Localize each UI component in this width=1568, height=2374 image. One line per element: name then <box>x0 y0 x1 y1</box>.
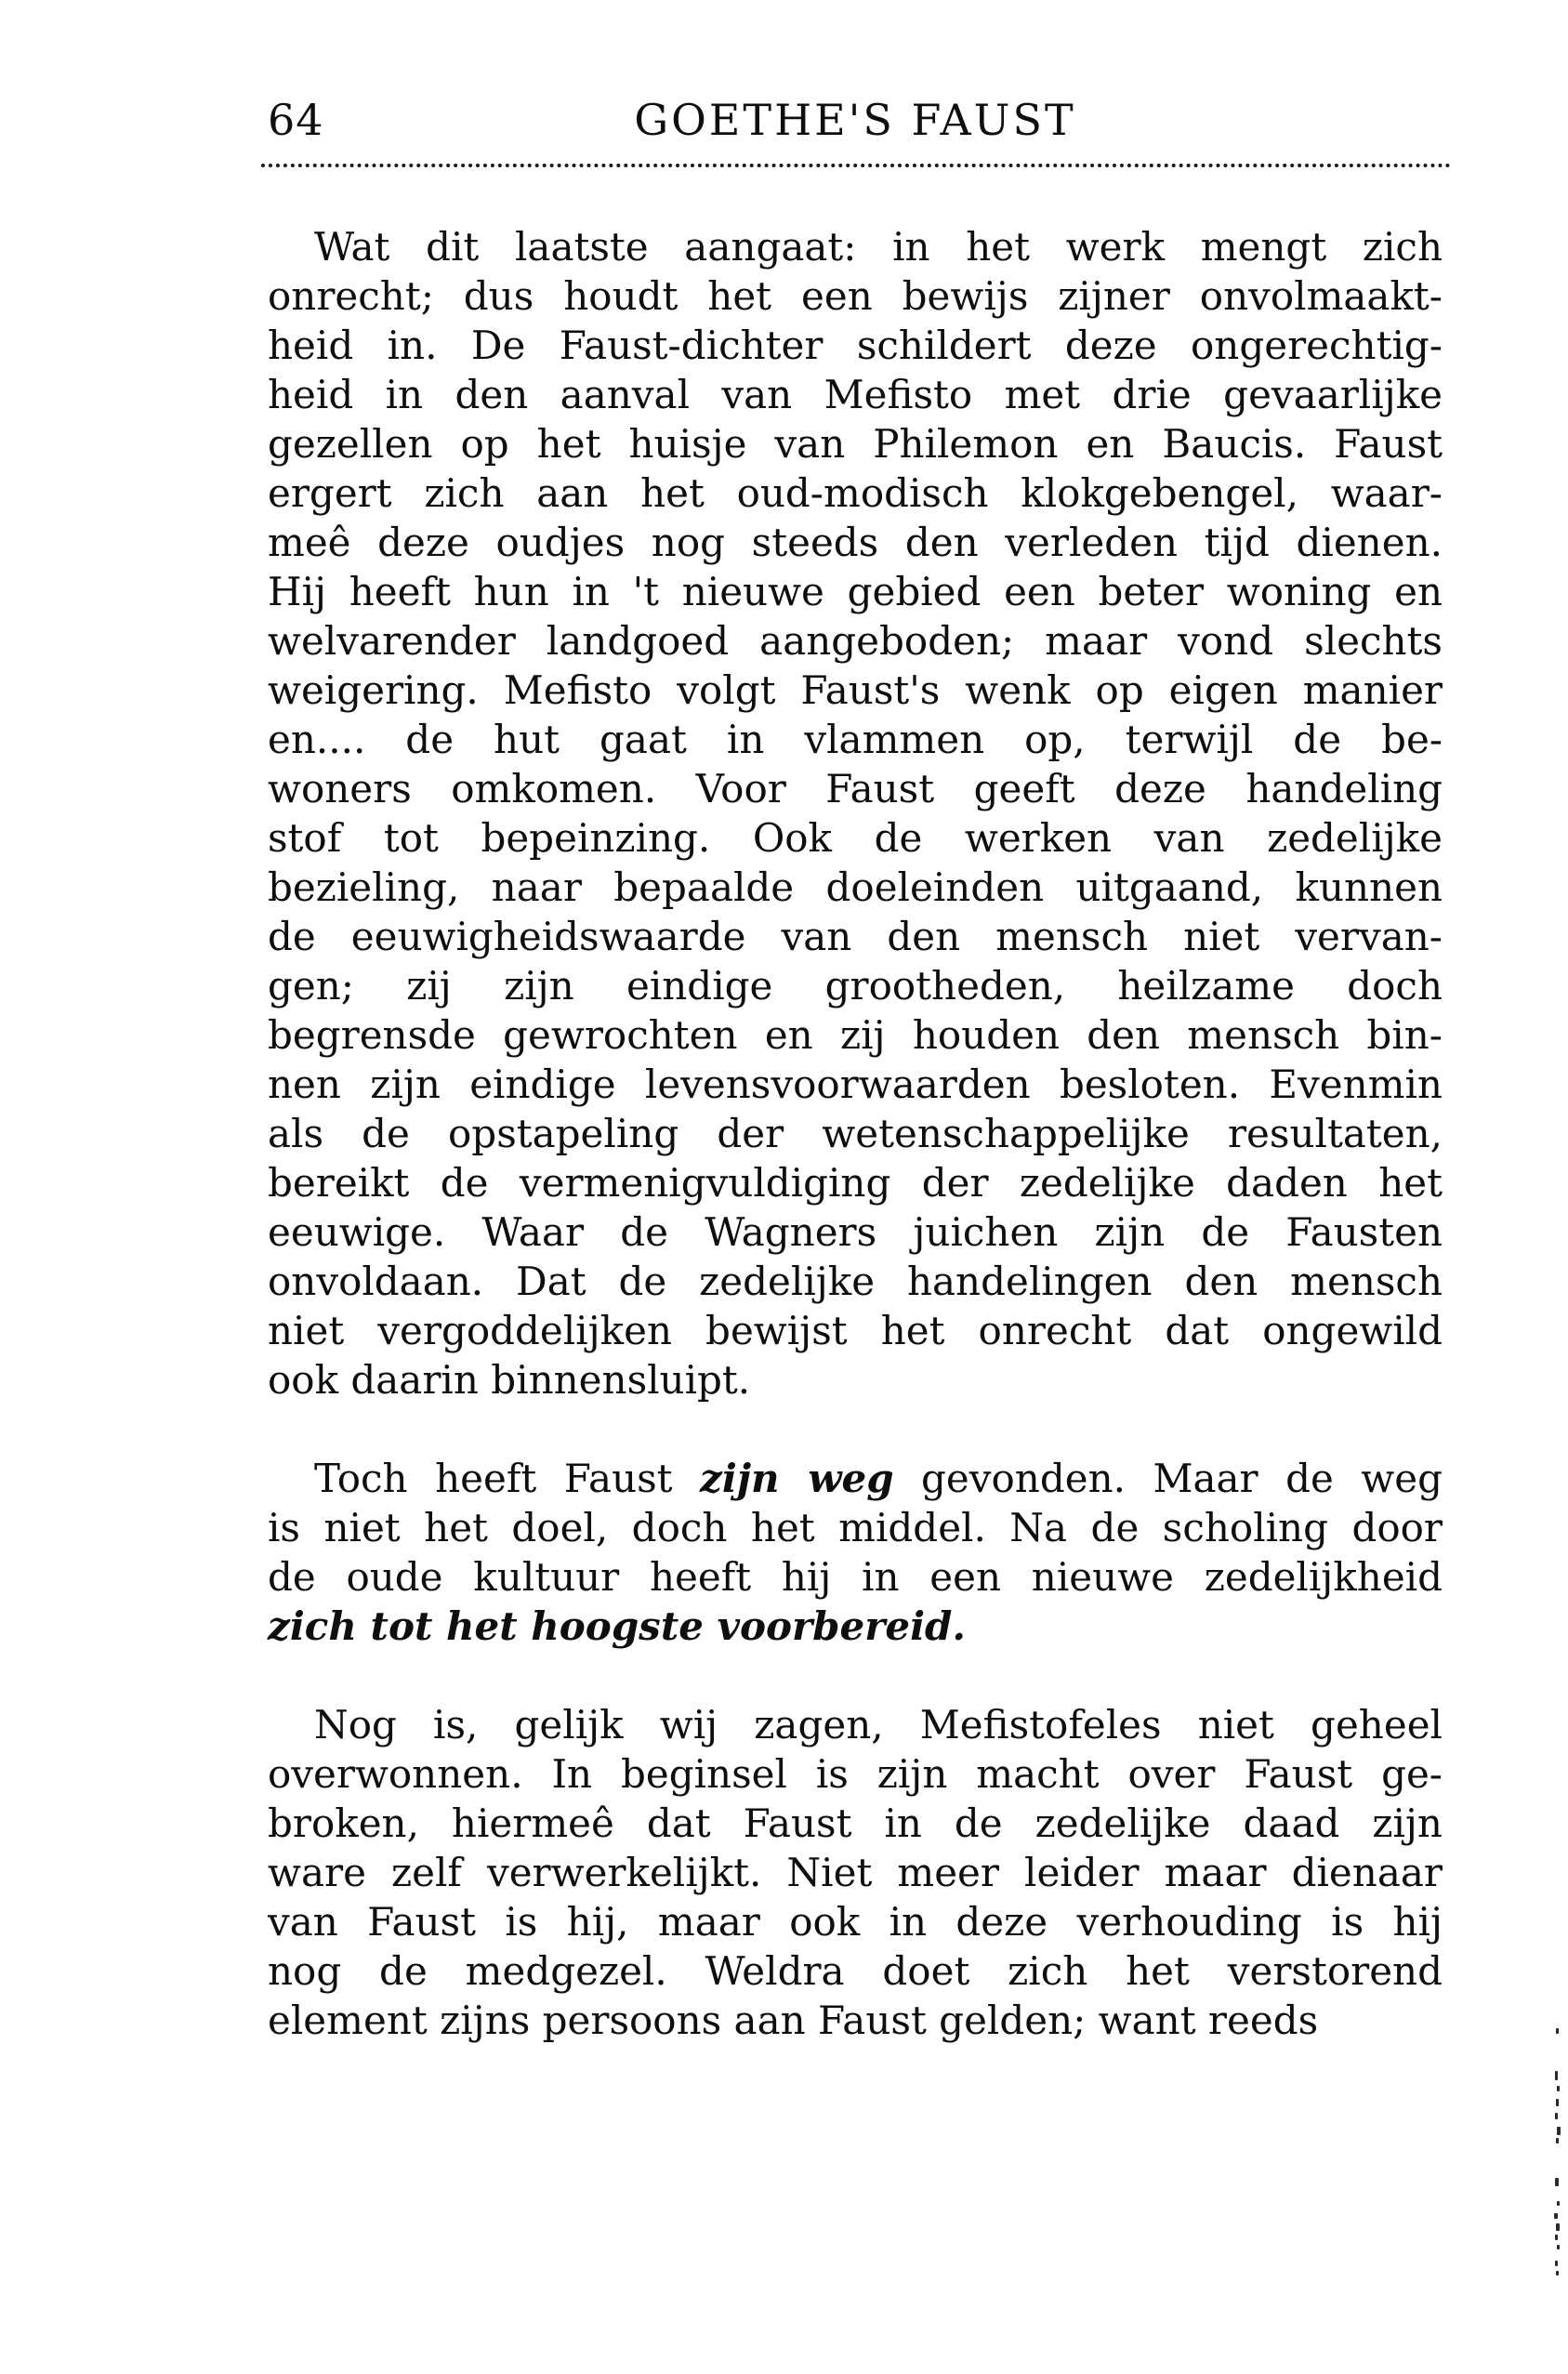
text-line <box>268 1799 1443 1848</box>
paragraph-2 <box>268 1454 1443 1651</box>
text-line <box>268 961 1443 1010</box>
text-segment: stof tot bepeinzing. Ook de werken van zedelijke <box>268 815 1443 861</box>
text-segment: onvoldaan. Dat de zedelijke handelingen den mensch <box>268 1259 1443 1304</box>
text-segment: overwonnen. In beginsel is zijn macht over Faust ge- <box>268 1751 1443 1797</box>
text-line <box>268 1749 1443 1799</box>
paragraph-3 <box>268 1700 1443 2045</box>
text-line <box>268 1109 1443 1158</box>
text-line <box>268 1897 1443 1946</box>
text-line <box>268 616 1443 666</box>
text-line <box>268 222 1443 271</box>
text-line <box>268 813 1443 863</box>
text-segment: nog de medgezel. Weldra doet zich het verstorend <box>268 1948 1443 1994</box>
text-segment: gevonden. Maar de weg <box>893 1456 1443 1501</box>
text-line <box>268 1503 1443 1552</box>
scan-speck <box>1557 2201 1560 2206</box>
text-segment: Nog is, gelijk wij zagen, Mefistofeles niet geheel <box>314 1702 1443 1748</box>
text-segment: als de opstapeling der wetenschappelijke resultaten, <box>268 1111 1443 1156</box>
text-segment: is niet het doel, doch het middel. Na de scholing door <box>268 1505 1443 1550</box>
text-segment: begrensde gewrochten en zij houden den mensch bin- <box>268 1012 1443 1058</box>
text-line <box>268 1060 1443 1109</box>
text-line <box>268 863 1443 912</box>
scan-speck <box>1556 2271 1559 2275</box>
text-segment: meê deze oudjes nog steeds den verleden tijd dienen. <box>268 520 1443 565</box>
scan-speck <box>1555 2261 1558 2266</box>
text-segment: bezieling, naar bepaalde doeleinden uitgaand, kunnen <box>268 864 1443 910</box>
text-segment: gen; zij zijn eindige grootheden, heilzame doch <box>268 963 1443 1009</box>
text-line <box>268 1848 1443 1897</box>
text-segment: eeuwige. Waar de Wagners juichen zijn de Fausten <box>268 1209 1443 1255</box>
text-segment: de eeuwigheidswaarde van den mensch niet vervan- <box>268 914 1443 959</box>
scan-speck <box>1555 2178 1559 2186</box>
text-segment: Hij heeft hun in 't nieuwe gebied een beter woning en <box>268 569 1443 614</box>
text-line <box>268 370 1443 419</box>
text-segment: ergert zich aan het oud-modisch klokgebengel, waar- <box>268 470 1443 516</box>
scan-speck <box>1555 2071 1558 2080</box>
text-segment: de oude kultuur heeft hij in een nieuwe zedelijkheid <box>268 1554 1443 1600</box>
text-line <box>268 419 1443 468</box>
text-line <box>268 1454 1443 1503</box>
scan-speck <box>1557 2127 1561 2135</box>
text-segment: heid in. De Faust-dichter schildert deze ongerechtig- <box>268 323 1443 368</box>
text-segment: heid in den aanval van Mefisto met drie gevaarlijke <box>268 372 1443 417</box>
text-segment: ware zelf verwerkelijkt. Niet meer leider maar dienaar <box>268 1850 1443 1895</box>
text-line <box>268 764 1443 813</box>
text-line <box>268 1207 1443 1257</box>
dotted-rule <box>261 164 1451 167</box>
text-line <box>268 271 1443 321</box>
text-line <box>268 1602 1443 1651</box>
scan-speck <box>1556 2138 1559 2143</box>
page-number: 64 <box>268 95 324 145</box>
text-segment: van Faust is hij, maar ook in deze verhouding is hij <box>268 1899 1443 1945</box>
text-line <box>268 518 1443 567</box>
text-segment: onrecht; dus houdt het een bewijs zijner onvolmaakt- <box>268 273 1443 319</box>
body-text <box>268 222 1443 2045</box>
text-line <box>268 567 1443 616</box>
text-line <box>268 1552 1443 1602</box>
paragraph-1 <box>268 222 1443 1405</box>
text-line <box>268 715 1443 764</box>
text-segment: ook daarin binnensluipt. <box>268 1357 751 1403</box>
text-line <box>268 1257 1443 1306</box>
text-line <box>268 1010 1443 1060</box>
page-header <box>268 94 1443 146</box>
text-line <box>268 1996 1443 2045</box>
scan-speck <box>1556 2223 1560 2231</box>
text-line <box>268 1158 1443 1207</box>
text-segment: weigering. Mefisto volgt Faust's wenk op eigen manier <box>268 667 1443 713</box>
scan-speck <box>1557 2086 1560 2091</box>
text-segment: element zijns persoons aan Faust gelden; want reeds <box>268 1998 1319 2043</box>
scan-speck <box>1557 2245 1560 2249</box>
text-line <box>268 666 1443 715</box>
text-line <box>268 1700 1443 1749</box>
scan-speck <box>1556 2028 1559 2034</box>
text-segment: gezellen op het huisje van Philemon en Baucis. Faust <box>268 421 1443 467</box>
text-line <box>268 1946 1443 1996</box>
scan-speck <box>1556 2099 1559 2106</box>
text-segment: niet vergoddelijken bewijst het onrecht dat ongewild <box>268 1308 1443 1353</box>
text-line <box>268 321 1443 370</box>
emphasis-text: zich tot het hoogste voorbereid. <box>268 1603 967 1649</box>
text-segment: en.... de hut gaat in vlammen op, terwijl de be- <box>268 717 1443 762</box>
text-segment: Toch heeft Faust <box>314 1456 701 1501</box>
scan-speck <box>1555 2113 1558 2119</box>
text-segment: broken, hiermeê dat Faust in de zedelijke daad zijn <box>268 1800 1443 1846</box>
text-line <box>268 468 1443 518</box>
scan-speck <box>1554 2213 1558 2219</box>
text-segment: woners omkomen. Voor Faust geeft deze handeling <box>268 766 1443 811</box>
text-line <box>268 912 1443 961</box>
running-title: GOETHE'S FAUST <box>634 95 1076 145</box>
text-segment: welvarender landgoed aangeboden; maar vond slechts <box>268 618 1443 664</box>
text-segment: nen zijn eindige levensvoorwaarden besloten. Evenmin <box>268 1062 1443 1107</box>
text-line <box>268 1355 1443 1405</box>
emphasis-text: zijn weg <box>700 1456 894 1501</box>
text-line <box>268 1306 1443 1355</box>
scan-speck <box>1555 2235 1558 2240</box>
text-segment: bereikt de vermenigvuldiging der zedelijke daden het <box>268 1160 1443 1206</box>
text-segment: Wat dit laatste aangaat: in het werk mengt zich <box>314 224 1443 270</box>
